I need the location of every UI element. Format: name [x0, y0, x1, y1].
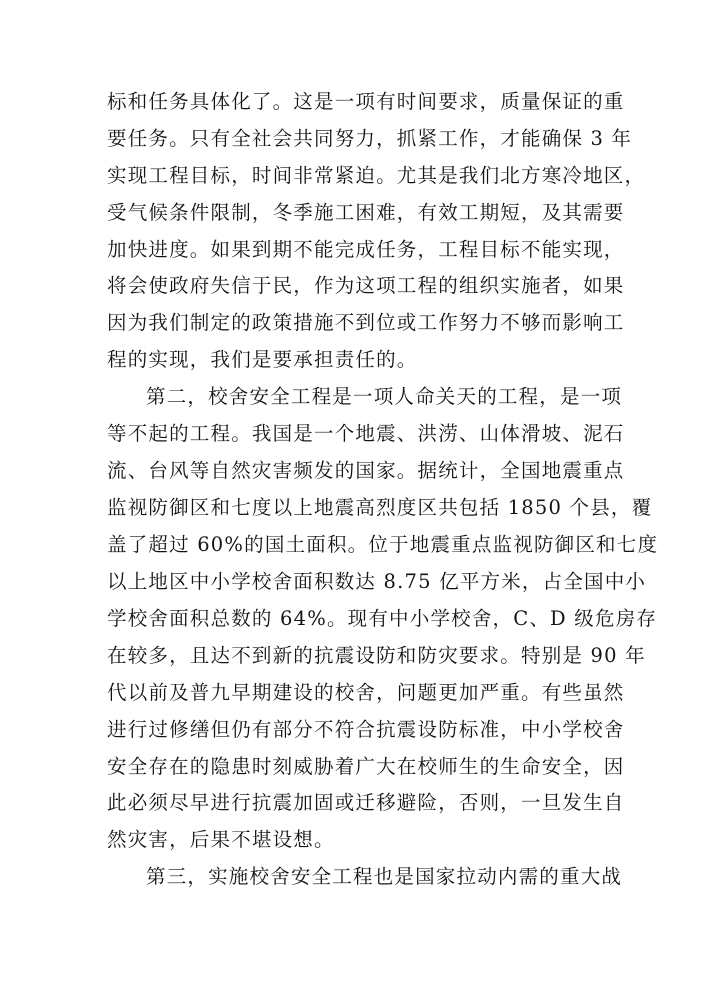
text-line-7: 因为我们制定的政策措施不到位或工作努力不够而影响工: [107, 311, 625, 334]
text-line-20: 此必须尽早进行抗震加固或迁移避险，否则，一旦发生自: [107, 791, 625, 814]
text-line-12: 监视防御区和七度以上地震高烈度区共包括 1850 个县，覆: [107, 496, 653, 519]
paragraph-3-first-line: 第三，实施校舍安全工程也是国家拉动内需的重大战: [146, 865, 623, 888]
text-line-10: 等不起的工程。我国是一个地震、洪涝、山体滑坡、泥石: [107, 422, 625, 445]
text-line-6: 将会使政府失信于民，作为这项工程的组织实施者，如果: [107, 274, 625, 297]
text-line-14: 以上地区中小学校舍面积数达 8.75 亿平方米，占全国中小: [107, 570, 647, 593]
text-line-16: 在较多，且达不到新的抗震设防和防灾要求。特别是 90 年: [107, 644, 646, 667]
text-line-17: 代以前及普九早期建设的校舍，问题更加严重。有些虽然: [107, 681, 625, 704]
text-line-8: 程的实现，我们是要承担责任的。: [107, 348, 418, 371]
text-line-13: 盖了超过 60%的国土面积。位于地震重点监视防御区和七度: [107, 533, 659, 556]
paragraph-2-first-line: 第二，校舍安全工程是一项人命关天的工程，是一项: [146, 385, 623, 408]
text-line-18: 进行过修缮但仍有部分不符合抗震设防标准，中小学校舍: [107, 718, 625, 741]
text-line-2: 要任务。只有全社会共同努力，抓紧工作，才能确保 3 年: [107, 127, 633, 150]
text-line-1: 标和任务具体化了。这是一项有时间要求，质量保证的重: [107, 90, 625, 113]
text-line-15: 学校舍面积总数的 64%。现有中小学校舍，C、D 级危房存: [107, 607, 658, 630]
text-line-11: 流、台风等自然灾害频发的国家。据统计，全国地震重点: [107, 459, 625, 482]
text-line-3: 实现工程目标，时间非常紧迫。尤其是我们北方寒冷地区，: [107, 164, 646, 187]
text-line-19: 安全存在的隐患时刻威胁着广大在校师生的生命安全，因: [107, 755, 625, 778]
text-line-5: 加快进度。如果到期不能完成任务，工程目标不能实现，: [107, 238, 625, 261]
text-line-4: 受气候条件限制，冬季施工困难，有效工期短，及其需要: [107, 201, 625, 224]
text-line-21: 然灾害，后果不堪设想。: [107, 828, 335, 851]
